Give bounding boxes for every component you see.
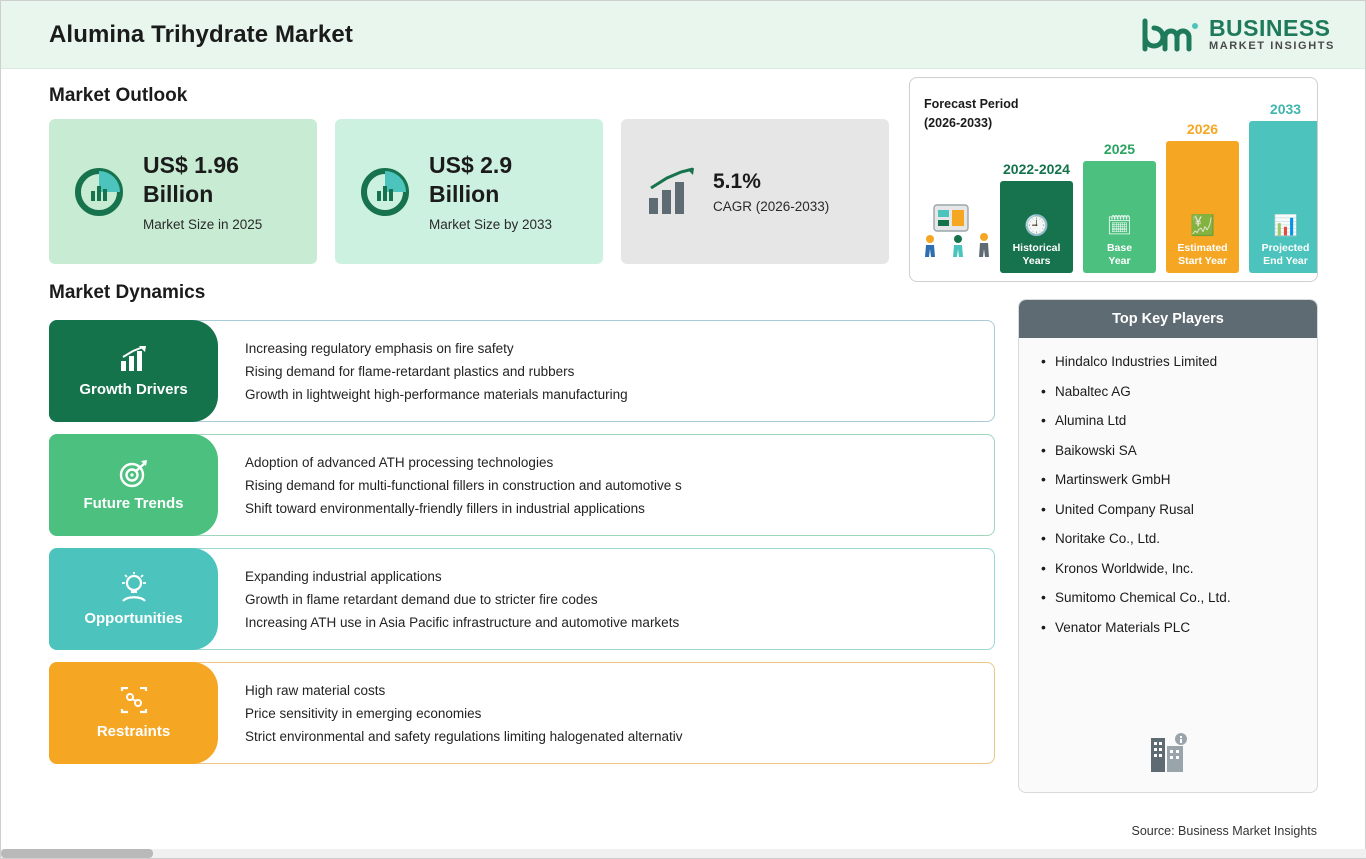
forecast-bar-year: 2033 bbox=[1269, 101, 1302, 117]
dynamics-row-opportunities bbox=[49, 548, 995, 650]
stat-label: CAGR (2026-2033) bbox=[713, 198, 830, 214]
market-outlook-cards bbox=[49, 119, 889, 264]
dynamics-tab-restraints bbox=[49, 662, 218, 764]
lightbulb-hand-icon bbox=[117, 572, 151, 604]
dynamics-items bbox=[245, 320, 628, 422]
dynamics-items bbox=[245, 434, 682, 536]
forecast-bars bbox=[1000, 101, 1318, 273]
dynamics-tab-label: Future Trends bbox=[83, 494, 184, 512]
list-item: • Nabaltec AG bbox=[1041, 384, 1299, 399]
dynamics-tab-opportunities bbox=[49, 548, 218, 650]
forecast-chart-icon: 📊 bbox=[1273, 215, 1298, 238]
forecast-bar-year: 2022-2024 bbox=[1003, 161, 1070, 177]
forecast-bar-year: 2025 bbox=[1103, 141, 1136, 157]
source-note: Source: Business Market Insights bbox=[1131, 824, 1317, 838]
stat-value-line2: Billion bbox=[429, 181, 500, 207]
list-item: • Alumina Ltd bbox=[1041, 413, 1299, 428]
dynamics-item: Shift toward environmentally-friendly fillers in industrial applications bbox=[245, 500, 645, 516]
forecast-bar-estimated bbox=[1166, 121, 1239, 273]
dynamics-item: Growth in lightweight high-performance materials manufacturing bbox=[245, 386, 628, 402]
top-key-players-title: Top Key Players bbox=[1019, 300, 1317, 338]
forecast-bar-base bbox=[1083, 141, 1156, 273]
donut-chart-icon bbox=[357, 164, 413, 220]
forecast-bar-caption1: Base bbox=[1106, 242, 1133, 255]
stat-card-market-size-2025 bbox=[49, 119, 317, 264]
dynamics-item: High raw material costs bbox=[245, 682, 386, 698]
history-clock-icon: 🕘 bbox=[1024, 215, 1049, 238]
dynamics-tab-growth-drivers bbox=[49, 320, 218, 422]
forecast-bar-caption1: Projected bbox=[1261, 242, 1310, 255]
top-key-players-panel bbox=[1018, 299, 1318, 793]
list-item: • Hindalco Industries Limited bbox=[1041, 354, 1299, 369]
growth-bar-chart-icon bbox=[643, 166, 699, 218]
forecast-bar-projected bbox=[1249, 101, 1318, 273]
forecast-bar-caption1: Historical bbox=[1012, 242, 1061, 255]
dynamics-item: Increasing ATH use in Asia Pacific infrastructure and automotive markets bbox=[245, 614, 680, 630]
forecast-bar-caption1: Estimated bbox=[1177, 242, 1228, 255]
dynamics-items bbox=[245, 662, 683, 764]
stat-label: Market Size by 2033 bbox=[429, 216, 553, 232]
dynamics-tab-label: Growth Drivers bbox=[79, 380, 188, 398]
bar-growth-icon bbox=[117, 345, 151, 375]
brand-logo bbox=[1139, 17, 1335, 53]
forecast-label-line1: Forecast Period bbox=[924, 97, 1019, 111]
market-dynamics-list bbox=[49, 320, 995, 764]
dynamics-tab-label: Opportunities bbox=[84, 609, 183, 627]
dynamics-tab-label: Restraints bbox=[96, 722, 171, 740]
scrollbar-thumb[interactable] bbox=[1, 849, 153, 858]
calendar-icon: 🗓 bbox=[1106, 215, 1133, 238]
dynamics-row-growth-drivers bbox=[49, 320, 995, 422]
dynamics-tab-future-trends bbox=[49, 434, 218, 536]
constraint-box-icon bbox=[118, 687, 150, 717]
list-item: • Sumitomo Chemical Co., Ltd. bbox=[1041, 590, 1299, 605]
list-item: • United Company Rusal bbox=[1041, 502, 1299, 517]
list-item: • Noritake Co., Ltd. bbox=[1041, 531, 1299, 546]
market-outlook-title: Market Outlook bbox=[49, 85, 188, 106]
target-arrow-icon bbox=[117, 459, 151, 489]
dynamics-item: Rising demand for multi-functional fillers in construction and automotive s bbox=[245, 477, 682, 493]
stat-card-cagr bbox=[621, 119, 889, 264]
list-item: • Kronos Worldwide, Inc. bbox=[1041, 561, 1299, 576]
company-building-icon bbox=[1145, 730, 1191, 776]
stat-value: 5.1% bbox=[713, 169, 761, 193]
dynamics-item: Adoption of advanced ATH processing technologies bbox=[245, 454, 554, 470]
horizontal-scrollbar[interactable] bbox=[1, 849, 1366, 858]
stat-value-line1: US$ 1.96 bbox=[143, 152, 239, 179]
brand-name-primary: BUSINESS bbox=[1208, 15, 1331, 42]
page-title: Alumina Trihydrate Market bbox=[49, 20, 353, 48]
forecast-bar-year: 2026 bbox=[1186, 121, 1219, 137]
stat-card-market-size-2033 bbox=[335, 119, 603, 264]
dynamics-item: Expanding industrial applications bbox=[245, 568, 442, 584]
dynamics-item: Price sensitivity in emerging economies bbox=[245, 705, 482, 721]
stat-label: Market Size in 2025 bbox=[143, 216, 263, 232]
forecast-bar-historical bbox=[1000, 161, 1073, 273]
forecast-label-line2: (2026-2033) bbox=[924, 115, 993, 130]
forecast-period-panel bbox=[909, 77, 1318, 282]
dynamics-row-future-trends bbox=[49, 434, 995, 536]
forecast-bar-caption2: Years bbox=[1022, 254, 1051, 267]
dynamics-item: Rising demand for flame-retardant plastics and rubbers bbox=[245, 363, 575, 379]
dynamics-item: Strict environmental and safety regulations limiting halogenated alternativ bbox=[245, 728, 683, 744]
dynamics-item: Growth in flame retardant demand due to stricter fire codes bbox=[245, 591, 598, 607]
market-dynamics-title: Market Dynamics bbox=[49, 282, 206, 303]
stat-value-line1: US$ 2.9 bbox=[429, 152, 513, 179]
forecast-bar-caption2: Start Year bbox=[1178, 254, 1227, 267]
top-key-players-list bbox=[1019, 338, 1317, 635]
list-item: • Venator Materials PLC bbox=[1041, 620, 1299, 635]
bmi-logo-icon bbox=[1139, 17, 1199, 53]
stat-value-line2: Billion bbox=[143, 181, 214, 207]
dynamics-items bbox=[245, 548, 679, 650]
list-item: • Martinswerk GmbH bbox=[1041, 472, 1299, 487]
page-header bbox=[1, 1, 1365, 69]
dynamics-item: Increasing regulatory emphasis on fire safety bbox=[245, 340, 514, 356]
forecast-bar-caption2: Year bbox=[1108, 254, 1131, 267]
dynamics-row-restraints bbox=[49, 662, 995, 764]
team-analytics-illustration bbox=[918, 189, 1004, 267]
money-chart-icon: 💹 bbox=[1190, 215, 1215, 238]
forecast-bar-caption2: End Year bbox=[1263, 254, 1308, 267]
list-item: • Baikowski SA bbox=[1041, 443, 1299, 458]
brand-name-secondary: MARKET INSIGHTS bbox=[1208, 39, 1335, 52]
donut-chart-icon bbox=[71, 164, 127, 220]
